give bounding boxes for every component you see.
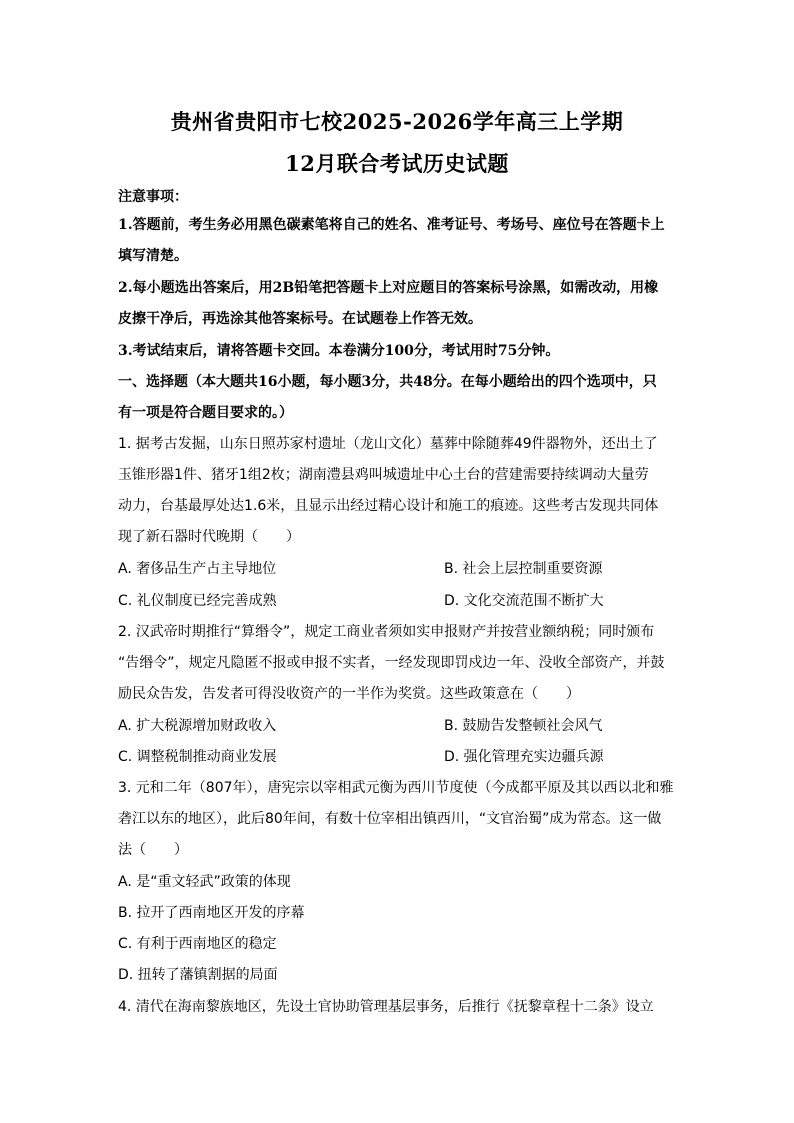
question-2-line-1: 2. 汉武帝时期推行“算缗令”，规定工商业者须如实申报财产并按营业额纳税；同时颁布 (118, 624, 655, 640)
question-2-option-c: C. 调整税制推动商业发展 (118, 749, 277, 765)
notice-item-3: 3.考试结束后，请将答题卡交回。本卷满分100分，考试用时75分钟。 (118, 343, 560, 359)
question-2-line-3: 励民众告发，告发者可得没收资产的一半作为奖赏。这些政策意在（ ） (118, 686, 580, 702)
question-2-option-a: A. 扩大税源增加财政收入 (118, 718, 277, 734)
question-1-option-d: D. 文化交流范围不断扩大 (444, 593, 604, 609)
question-2-option-d: D. 强化管理充实边疆兵源 (444, 749, 604, 765)
question-3-option-d: D. 扭转了藩镇割据的局面 (118, 967, 278, 983)
question-3-option-b: B. 拉开了西南地区开发的序幕 (118, 905, 305, 921)
notice-heading: 注意事项： (118, 189, 188, 205)
question-1-option-a: A. 奢侈品生产占主导地位 (118, 561, 277, 577)
question-1-line-4: 现了新石器时代晚期（ ） (118, 529, 300, 545)
notice-item-1-line-1: 1.答题前，考生务必用黑色碳素笔将自己的姓名、准考证号、考场号、座位号在答题卡上 (118, 217, 665, 233)
question-3-option-a: A. 是“重文轻武”政策的体现 (118, 874, 291, 890)
exam-title-line-2: 12月联合考试历史试题 (285, 151, 509, 176)
question-1-option-b: B. 社会上层控制重要资源 (444, 561, 603, 577)
exam-title-line-1: 贵州省贵阳市七校2025-2026学年高三上学期 (170, 109, 624, 134)
question-4-line-1: 4. 清代在海南黎族地区，先设土官协助管理基层事务，后推行《抚黎章程十二条》设立 (118, 999, 654, 1015)
section-1-heading-line-1: 一、选择题（本大题共16小题，每小题3分，共48分。在每小题给出的四个选项中，只 (118, 374, 657, 390)
question-2-line-2: “告缗令”，规定凡隐匿不报或申报不实者，一经发现即罚戍边一年、没收全部资产，并鼓 (118, 655, 665, 671)
question-1-line-2: 玉锥形器1件、猪牙1组2枚；湖南澧县鸡叫城遗址中心土台的营建需要持续调动大量劳 (118, 467, 649, 483)
question-1-line-3: 动力，台基最厚处达1.6米，且显示出经过精心设计和施工的痕迹。这些考古发现共同体 (118, 498, 659, 514)
notice-item-2-line-2: 皮擦干净后，再选涂其他答案标号。在试题卷上作答无效。 (118, 311, 482, 327)
question-3-option-c: C. 有利于西南地区的稳定 (118, 936, 277, 952)
question-3-line-3: 法（ ） (118, 842, 188, 858)
question-3-line-2: 砻江以东的地区），此后80年间，有数十位宰相出镇西川，“文官治蜀”成为常态。这一做 (118, 811, 662, 827)
section-1-heading-line-2: 有一项是符合题目要求的。） (118, 405, 293, 421)
question-1-option-c: C. 礼仪制度已经完善成熟 (118, 593, 277, 609)
question-1-line-1: 1. 据考古发掘，山东日照苏家村遗址（龙山文化）墓葬中除随葬49件器物外，还出土了 (118, 436, 658, 452)
notice-item-1-line-2: 填写清楚。 (118, 248, 188, 264)
question-2-option-b: B. 鼓励告发整顿社会风气 (444, 718, 603, 734)
question-3-line-1: 3. 元和二年（807年），唐宪宗以宰相武元衡为西川节度使（今成都平原及其以西以北和雅 (118, 780, 674, 796)
notice-item-2-line-1: 2.每小题选出答案后，用2B铅笔把答题卡上对应题目的答案标号涂黑，如需改动，用橡 (118, 280, 659, 296)
